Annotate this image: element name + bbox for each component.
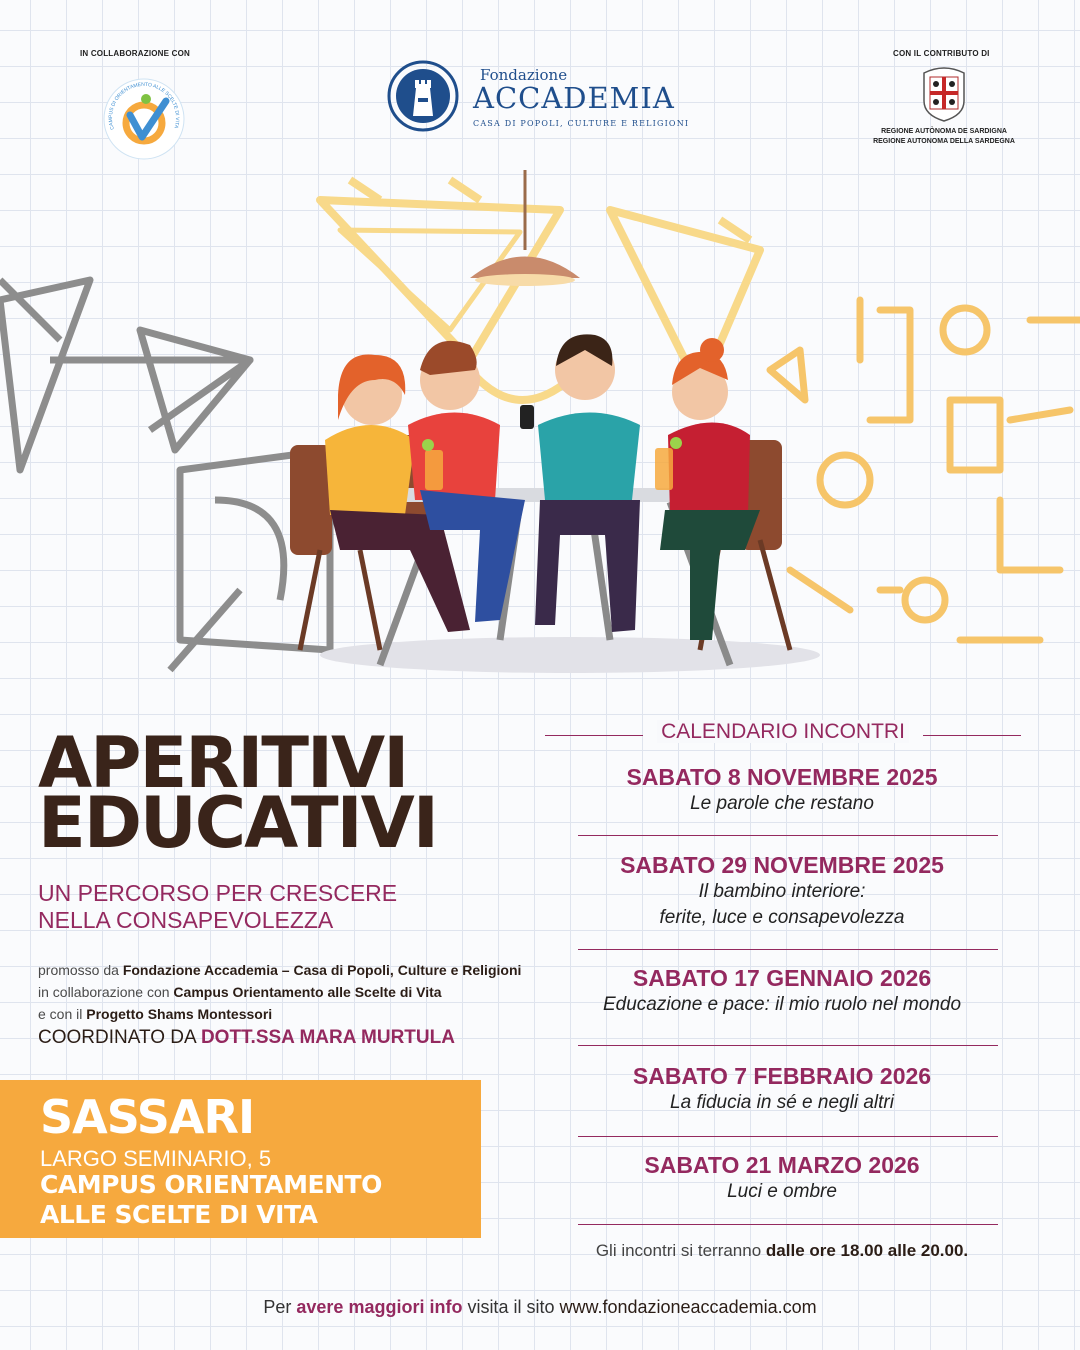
- accademia-top: Fondazione: [480, 66, 568, 84]
- promoter-name: Fondazione Accademia – Casa di Popoli, Culture e Religioni: [122, 962, 522, 978]
- event-topic: Le parole che restano: [690, 793, 874, 814]
- event-3: [564, 965, 1000, 1018]
- campus-logo: [100, 75, 188, 163]
- coordinator-prefix: COORDINATO DA: [38, 1027, 201, 1048]
- event-date: SABATO 29 NOVEMBRE 2025: [620, 852, 944, 878]
- event-topic-line2: ferite, luce e consapevolezza: [659, 907, 905, 928]
- friends-at-table-illustration: [0, 170, 1080, 700]
- event-1: [564, 764, 1000, 817]
- divider: [578, 949, 998, 950]
- city-name: SASSARI: [40, 1090, 255, 1144]
- meeting-hours: [564, 1241, 1000, 1261]
- event-topic: Il bambino interiore:: [698, 881, 866, 902]
- promoter-line: [38, 962, 521, 978]
- collab-label: IN COLLABORAZIONE CON: [80, 49, 190, 58]
- region-name-sardinian: REGIONE AUTÒNOMA DE SARDIGNA: [881, 128, 1007, 135]
- event-date: SABATO 17 GENNAIO 2026: [632, 965, 932, 991]
- divider: [578, 835, 998, 836]
- promoter-prefix: promosso da: [38, 962, 123, 978]
- venue-line1: CAMPUS ORIENTAMENTO: [40, 1170, 382, 1199]
- calendar-title: CALENDARIO INCONTRI: [657, 720, 909, 743]
- contrib-label: CON IL CONTRIBUTO DI: [893, 49, 990, 58]
- event-topic: Luci e ombre: [727, 1181, 837, 1202]
- footer-highlight: avere maggiori info: [296, 1297, 463, 1317]
- collaboration-name: Campus Orientamento alle Scelte di Vita: [173, 984, 442, 1000]
- project-prefix: e con il: [38, 1006, 87, 1022]
- divider: [578, 1224, 998, 1225]
- website-link[interactable]: www.fondazioneaccademia.com: [559, 1297, 817, 1317]
- hours-value: dalle ore 18.00 alle 20.00.: [765, 1241, 969, 1260]
- project-name: Progetto Shams Montessori: [86, 1006, 273, 1022]
- subtitle-line2: NELLA CONSAPEVOLEZZA: [38, 907, 334, 933]
- main-title-line1: APERITIVI: [38, 722, 408, 804]
- event-date: SABATO 8 NOVEMBRE 2025: [626, 764, 938, 790]
- event-topic: La fiducia in sé e negli altri: [670, 1092, 894, 1113]
- main-title-line2: EDUCATIVI: [38, 782, 437, 864]
- event-5: [564, 1152, 1000, 1205]
- hours-prefix: Gli incontri si terranno: [595, 1241, 766, 1260]
- collaboration-prefix: in collaborazione con: [38, 984, 174, 1000]
- event-date: SABATO 21 MARZO 2026: [644, 1152, 920, 1178]
- subtitle: [38, 880, 397, 934]
- main-title: [38, 722, 437, 864]
- event-4: [564, 1063, 1000, 1116]
- campus-logo-text: CAMPUS DI ORIENTAMENTO ALLE SCELTE DI VITA: [107, 81, 181, 131]
- accademia-tagline: CASA DI POPOLI, CULTURE E RELIGIONI: [473, 119, 690, 128]
- coordinator-name: DOTT.SSA MARA MURTULA: [200, 1027, 455, 1048]
- sardegna-coat-of-arms-icon: [918, 65, 970, 123]
- event-2: [564, 852, 1000, 931]
- footer-middle: visita il sito: [462, 1297, 560, 1317]
- collaboration-line: [38, 984, 442, 1000]
- address: LARGO SEMINARIO, 5: [40, 1146, 272, 1171]
- event-topic: Educazione e pace: il mio ruolo nel mondo: [602, 994, 962, 1015]
- divider: [578, 1136, 998, 1137]
- footer-info: [0, 1297, 1080, 1318]
- project-line: [38, 1006, 272, 1022]
- venue-line2: ALLE SCELTE DI VITA: [40, 1200, 318, 1229]
- divider: [578, 1045, 998, 1046]
- coordinator-line: [38, 1027, 455, 1049]
- calendar-header: [545, 720, 1021, 750]
- footer-prefix: Per: [263, 1297, 297, 1317]
- accademia-logo: [385, 58, 705, 138]
- subtitle-line1: UN PERCORSO PER CRESCERE: [38, 880, 398, 906]
- event-date: SABATO 7 FEBBRAIO 2026: [632, 1063, 932, 1089]
- region-name-italian: REGIONE AUTONOMA DELLA SARDEGNA: [873, 138, 1015, 145]
- accademia-name: ACCADEMIA: [473, 81, 675, 115]
